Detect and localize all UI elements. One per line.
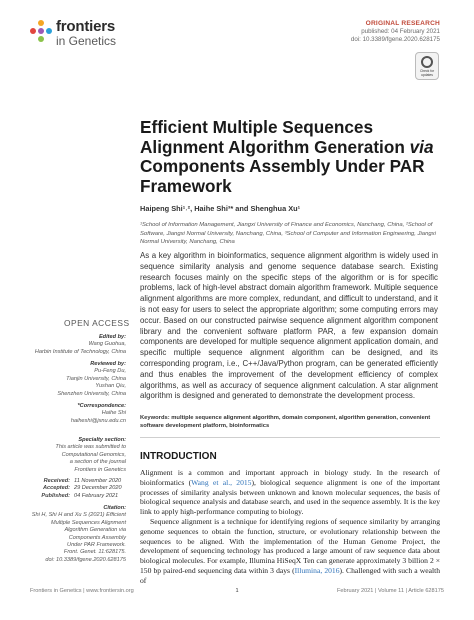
date-value: 11 November 2020	[74, 478, 122, 484]
journal-brand: frontiers	[56, 18, 116, 35]
footer-volume-info: February 2021 | Volume 11 | Article 628175	[337, 588, 444, 594]
text: ), biological sequence alignment is one of the important processes of similarity analysis between unknown and known molecular sequences, the basis of biological sequence analysis and database search, and used in the sequence assembly. It is the key link to apply high-performance computing to biology.	[140, 477, 440, 517]
keywords-text: multiple sequence alignment algorithm, domain component, algorithm generation, convenient software development platform, bioinformatics	[140, 415, 431, 429]
reviewer-name[interactable]: Yushan Qiu,	[95, 383, 126, 390]
keywords	[140, 415, 438, 431]
section-heading-introduction: INTRODUCTION	[140, 451, 217, 462]
reviewer-affiliation: Tianjin University, China	[66, 375, 126, 382]
editor-name[interactable]: Wang Guohua,	[88, 341, 126, 348]
published-date: published: 04 February 2021	[361, 28, 440, 35]
citation-line: Front. Genet. 11:628175.	[63, 549, 126, 556]
specialty-label: Specialty section:	[78, 437, 126, 443]
correspondence-label: *Correspondence:	[77, 403, 126, 409]
reviewer-name[interactable]: Pu-Feng Du,	[94, 368, 126, 375]
check-updates-label: Check for updates	[419, 69, 435, 77]
reviewed-by-label: Reviewed by:	[90, 361, 126, 367]
paragraph	[140, 517, 440, 586]
doi-link[interactable]: doi: 10.3389/fgene.2020.628175	[350, 36, 440, 43]
keywords-label: Keywords:	[140, 415, 170, 421]
update-icon	[421, 56, 433, 68]
specialty-line: Computational Genomics,	[61, 451, 126, 458]
specialty-section	[8, 437, 126, 474]
text: ). Challenged with such a wealth of	[140, 565, 440, 585]
reviewed-by	[8, 361, 126, 398]
citation-line: Components Assembly	[68, 534, 126, 541]
date-value: 04 February 2021	[74, 492, 119, 499]
text: Sequence alignment is a technique for identifying regions of sequence similarity by arranging genome sequences to obtain the function, structure, or evolutionary relationship between the sequences to be aligned. With the implementation of the Human Genome Project, the development of sequencing technology has produced a large amount of raw sequence data about biological molecules. For example, Illumina HiSeqX Ten can generate approximately 3 billion 2 × 150 bp paired-end sequencing data within 3 days (	[140, 516, 440, 575]
article-dates	[8, 478, 126, 500]
paragraph	[140, 468, 440, 517]
date-published	[8, 493, 126, 500]
open-access-label: OPEN ACCESS	[64, 318, 130, 328]
journal-logo[interactable]	[30, 18, 140, 48]
specialty-line: a section of the journal	[69, 459, 126, 466]
citation-line: Under PAR Framework.	[67, 542, 126, 549]
footer-journal-link[interactable]: Frontiers in Genetics | www.frontiersin.org	[30, 588, 134, 594]
reviewer-affiliation: Shenzhen University, China	[57, 390, 126, 397]
article-meta	[351, 20, 440, 44]
citation-doi[interactable]: doi: 10.3389/fgene.2020.628175	[45, 556, 126, 563]
citation-link[interactable]: Wang et al., 2015	[191, 477, 252, 487]
citation-link[interactable]: Illumina, 2016	[294, 565, 340, 575]
abstract: As a key algorithm in bioinformatics, sequence alignment algorithm is widely used in sequence similarity analysis and genome sequence database search. Existing research focuses mainly on the specific steps of the algorithm or is for specific problems, lack of high-level abstract domain algorithm framework. Multiple sequence alignment algorithms are more complex, redundant, and difficult to understand, and it is not easy for users to select the appropriate algorithm; some computing errors may occur. Based on our constructed pairwise sequence alignment algorithm component library and the convenient software platform PAR, a few expansion domain components are developed for multiple sequence alignment application domain, and specific multiple sequence alignment algorithm can be designed, and its corresponding program, i.e., C++/Java/Python program, can be generated efficiently and thus enables the improvement of the development efficiency of complex algorithms, as well as accuracy of sequence alignment calculation. A star alignment algorithm is designed and generated to demonstrate the development process.	[140, 251, 438, 401]
correspondence	[8, 403, 126, 425]
date-value: 29 December 2020	[74, 485, 122, 492]
citation	[8, 505, 126, 564]
date-received	[8, 478, 126, 485]
page-number: 1	[235, 588, 239, 594]
frontiers-logo-icon	[30, 20, 52, 42]
citation-line: Algorithm Generation via	[64, 527, 126, 534]
divider	[140, 437, 440, 438]
edited-by	[8, 334, 126, 356]
citation-line: Multiple Sequences Alignment	[50, 519, 126, 526]
edited-by-label: Edited by:	[98, 334, 126, 340]
text: Alignment is a common and important approach in biology study. In the research of bioinformatics (	[140, 468, 440, 487]
article-title: Efficient Multiple Sequences Alignment Algorithm Generation via Components Assembly Under PAR Framework	[140, 117, 434, 196]
journal-subtitle: in Genetics	[56, 34, 117, 48]
correspondent-name: Haihe Shi	[101, 410, 126, 417]
specialty-line: This article was submitted to	[55, 444, 126, 451]
date-label: Received:	[43, 478, 70, 484]
correspondent-email[interactable]: haiheshi@jxnu.edu.cn	[70, 417, 126, 424]
specialty-line: Frontiers in Genetics	[74, 466, 126, 473]
citation-line: Shi H, Shi H and Xu S (2021) Efficient	[31, 512, 126, 519]
date-label: Published:	[41, 492, 70, 499]
editor-affiliation: Harbin Institute of Technology, China	[34, 348, 126, 355]
article-type: ORIGINAL RESEARCH	[365, 20, 440, 27]
authors[interactable]: Haipeng Shi¹˒², Haihe Shi³* and Shenghua Xu¹	[140, 204, 301, 213]
date-label: Accepted:	[42, 485, 70, 492]
date-accepted	[8, 485, 126, 492]
check-for-updates-button[interactable]	[415, 52, 439, 80]
citation-label: Citation:	[103, 505, 126, 511]
introduction-body	[140, 468, 440, 586]
affiliations: ¹School of Information Management, Jiangxi University of Finance and Economics, Nanchang, China, ²School of Software, Jiangxi Normal University, Nanchang, China, ³School of Computer and Information Engineering, Jiangxi Normal University, Nanchang, China	[140, 222, 436, 246]
